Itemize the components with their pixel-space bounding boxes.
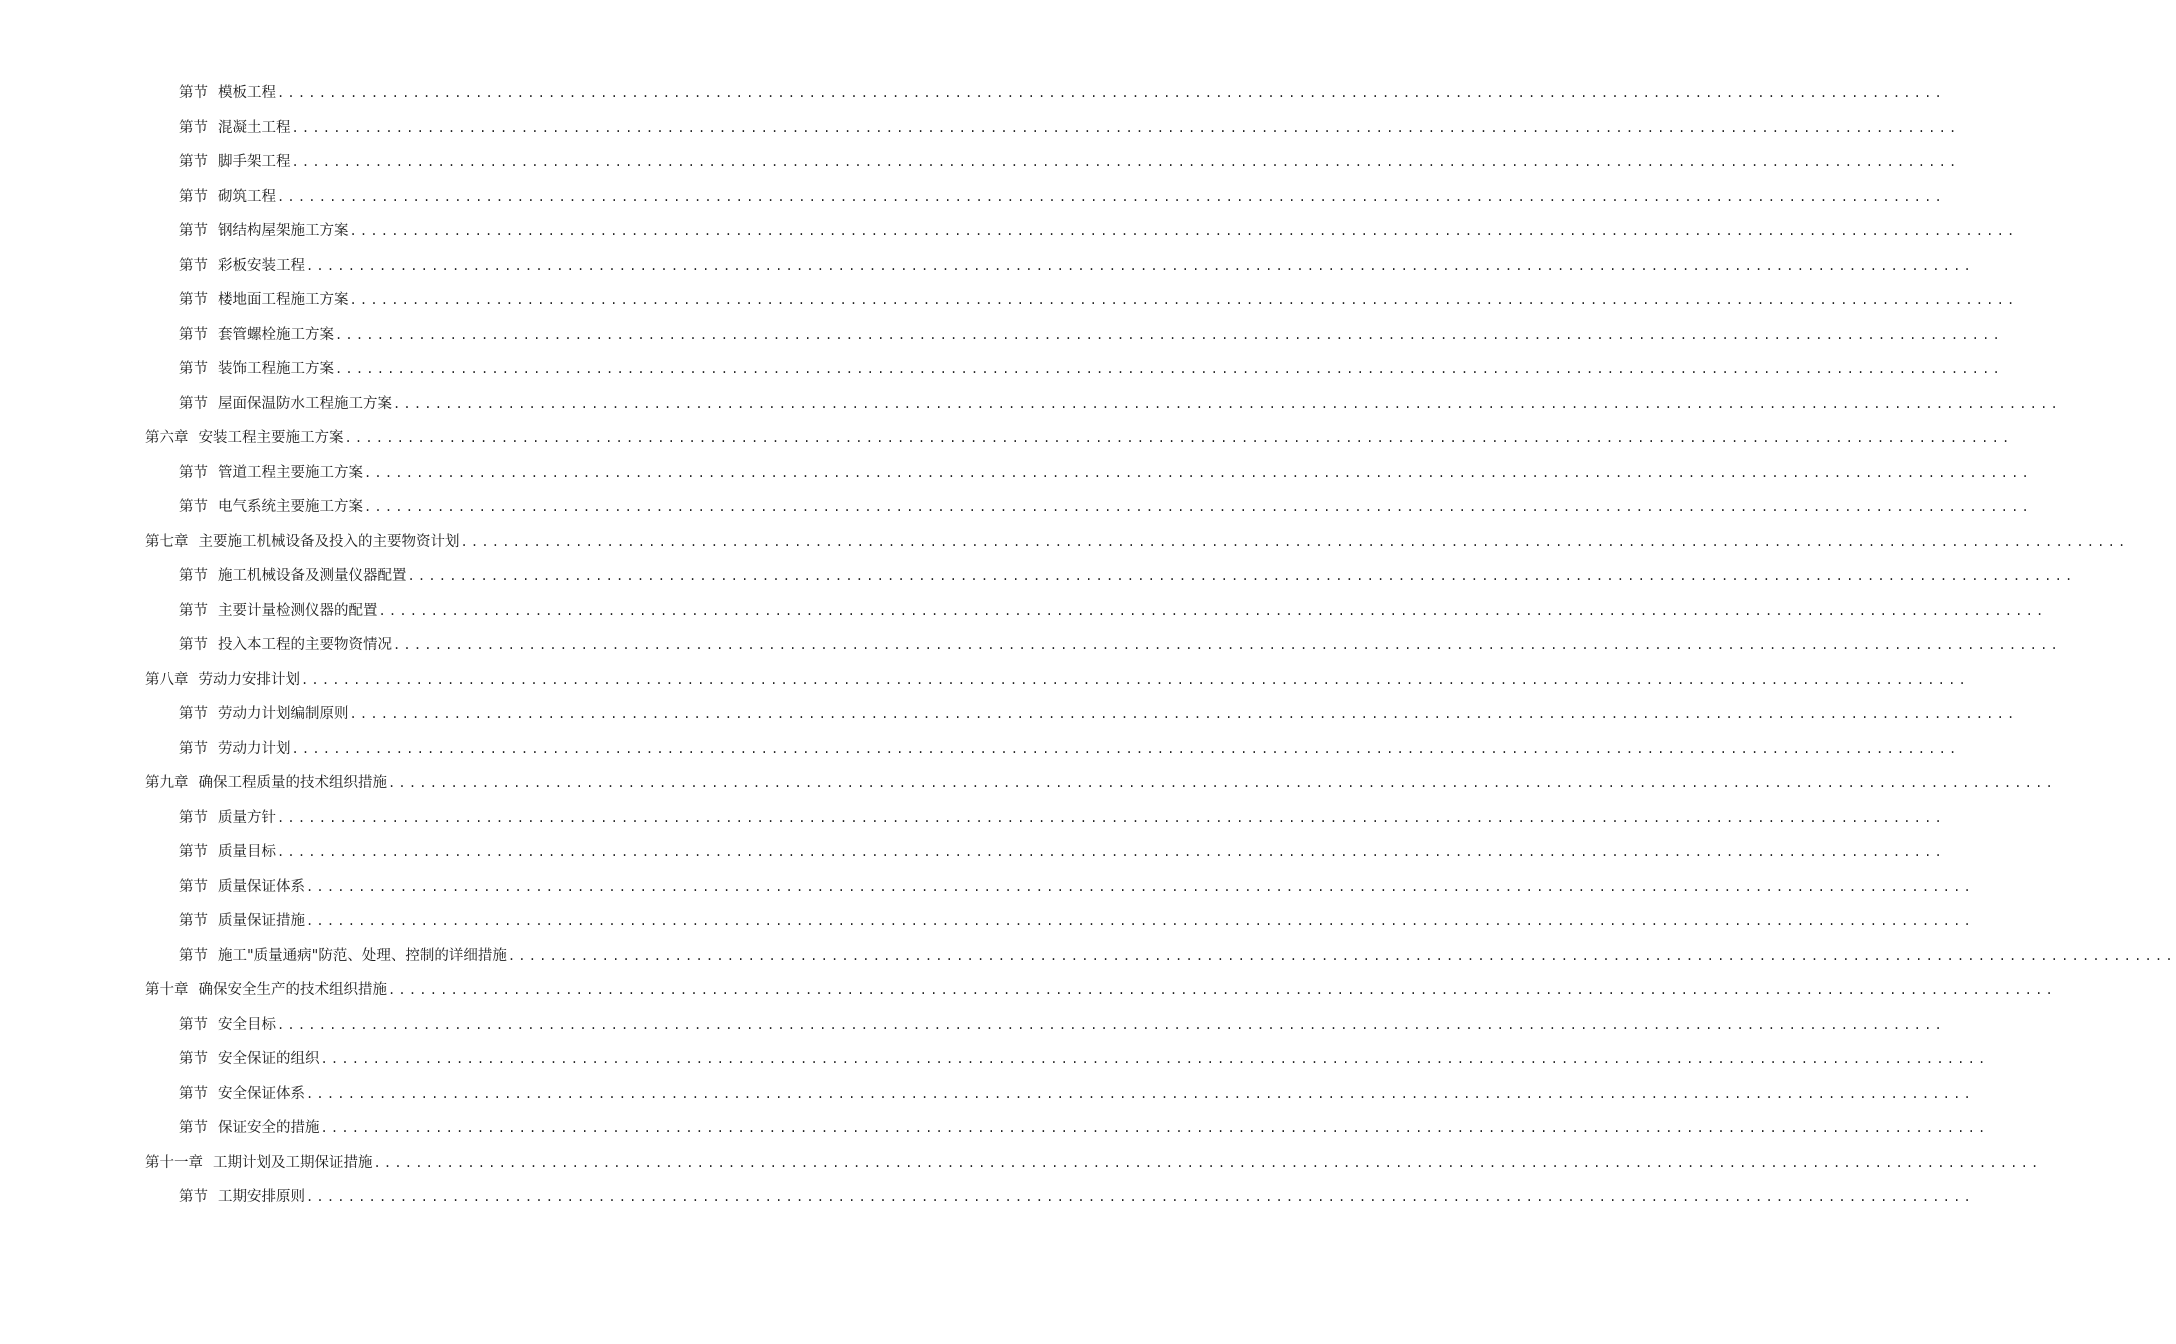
- entry-title: 劳动力安排计划: [198, 671, 300, 688]
- dot-leader: ................................................................................................................................................................: [507, 948, 2176, 963]
- toc-section-entry[interactable]: [0, 628, 2061, 663]
- dot-leader: ................................................................................................................................................................: [291, 155, 1960, 169]
- entry-title: 工期安排原则: [218, 1189, 305, 1205]
- dot-leader: ................................................................................................................................................................: [277, 189, 1945, 204]
- entry-number: 第节: [179, 326, 208, 343]
- entry-number: 第节: [179, 947, 208, 964]
- entry-number: 第节: [179, 1189, 208, 1205]
- entry-number: 第九章: [145, 775, 189, 791]
- dot-leader: ................................................................................................................................................................: [277, 810, 1945, 825]
- dot-leader: ................................................................................................................................................................: [301, 672, 1969, 687]
- entry-number: 第节: [179, 223, 208, 239]
- entry-title: 砌筑工程: [218, 188, 276, 205]
- dot-leader: ................................................................................................................................................................: [320, 1052, 1989, 1066]
- entry-title: 电气系统主要施工方案: [218, 499, 363, 515]
- toc-section-entry[interactable]: [0, 180, 1945, 215]
- entry-number: 第节: [179, 154, 208, 170]
- dot-leader: ................................................................................................................................................................: [291, 120, 1960, 135]
- entry-number: 第节: [179, 188, 208, 205]
- toc-section-entry[interactable]: [0, 559, 2076, 594]
- dot-leader: ................................................................................................................................................................: [407, 569, 2076, 583]
- toc-section-entry[interactable]: [0, 456, 2032, 491]
- dot-leader: ................................................................................................................................................................: [388, 983, 2056, 997]
- entry-title: 屋面保温防水工程施工方案: [218, 395, 392, 412]
- entry-title: 套管螺栓施工方案: [218, 326, 334, 343]
- dot-leader: ................................................................................................................................................................: [291, 741, 1960, 756]
- entry-number: 第六章: [145, 430, 189, 446]
- toc-section-entry[interactable]: [0, 249, 1974, 284]
- entry-number: 第节: [179, 292, 208, 308]
- entry-number: 第节: [179, 499, 208, 515]
- dot-leader: ................................................................................................................................................................: [277, 845, 1945, 859]
- dot-leader: ................................................................................................................................................................: [335, 362, 2003, 376]
- entry-title: 安全保证体系: [218, 1085, 305, 1102]
- entry-number: 第十章: [145, 982, 189, 998]
- toc-section-entry[interactable]: [0, 1111, 1989, 1146]
- entry-number: 第节: [179, 637, 208, 653]
- entry-number: 第节: [179, 602, 208, 619]
- entry-title: 质量保证措施: [218, 913, 305, 929]
- entry-title: 确保安全生产的技术组织措施: [198, 982, 387, 998]
- dot-leader: ................................................................................................................................................................: [320, 1121, 1989, 1135]
- entry-title: 劳动力计划编制原则: [218, 706, 349, 722]
- dot-leader: ................................................................................................................................................................: [373, 1155, 2042, 1170]
- dot-leader: ................................................................................................................................................................: [277, 86, 1945, 100]
- dot-leader: ................................................................................................................................................................: [306, 258, 1974, 273]
- entry-title: 钢结构屋架施工方案: [218, 223, 349, 239]
- toc-section-entry[interactable]: [0, 352, 2003, 387]
- toc-section-entry[interactable]: [0, 1077, 1974, 1112]
- dot-leader: ................................................................................................................................................................: [460, 534, 2129, 549]
- entry-number: 第节: [179, 568, 208, 584]
- entry-number: 第节: [179, 1051, 208, 1067]
- entry-title: 质量目标: [218, 844, 276, 860]
- table-of-contents: [0, 76, 2176, 1215]
- toc-section-entry[interactable]: [0, 801, 1945, 836]
- dot-leader: ................................................................................................................................................................: [349, 707, 2018, 721]
- entry-number: 第节: [179, 844, 208, 860]
- entry-number: 第节: [179, 85, 208, 101]
- dot-leader: ................................................................................................................................................................: [335, 327, 2003, 342]
- toc-section-entry[interactable]: [0, 111, 1960, 146]
- dot-leader: ................................................................................................................................................................: [364, 465, 2032, 480]
- toc-section-entry[interactable]: [0, 1042, 1989, 1077]
- entry-title: 保证安全的措施: [218, 1120, 320, 1136]
- toc-section-entry[interactable]: [0, 76, 1945, 111]
- entry-title: 确保工程质量的技术组织措施: [198, 775, 387, 791]
- entry-title: 混凝土工程: [218, 119, 291, 136]
- dot-leader: ................................................................................................................................................................: [393, 638, 2061, 652]
- entry-title: 装饰工程施工方案: [218, 361, 334, 377]
- toc-chapter-entry[interactable]: [0, 973, 2056, 1008]
- entry-title: 模板工程: [218, 85, 276, 101]
- dot-leader: ................................................................................................................................................................: [378, 603, 2047, 618]
- entry-title: 主要计量检测仪器的配置: [218, 602, 378, 619]
- dot-leader: ................................................................................................................................................................: [393, 396, 2061, 411]
- dot-leader: ................................................................................................................................................................: [306, 879, 1974, 894]
- toc-section-entry[interactable]: [0, 214, 2018, 249]
- entry-title: 主要施工机械设备及投入的主要物资计划: [198, 533, 460, 550]
- entry-number: 第八章: [145, 671, 189, 688]
- entry-number: 第节: [179, 740, 208, 757]
- entry-number: 第节: [179, 119, 208, 136]
- entry-number: 第节: [179, 464, 208, 481]
- entry-title: 施工"质量通病"防范、处理、控制的详细措施: [218, 947, 507, 964]
- entry-title: 脚手架工程: [218, 154, 291, 170]
- toc-section-entry[interactable]: [0, 870, 1974, 905]
- toc-section-entry[interactable]: [0, 490, 2032, 525]
- entry-title: 彩板安装工程: [218, 257, 305, 274]
- entry-title: 质量保证体系: [218, 878, 305, 895]
- entry-title: 安全保证的组织: [218, 1051, 320, 1067]
- entry-title: 质量方针: [218, 809, 276, 826]
- toc-section-entry[interactable]: [0, 732, 1960, 767]
- entry-number: 第节: [179, 878, 208, 895]
- dot-leader: ................................................................................................................................................................: [306, 914, 1974, 928]
- toc-chapter-entry[interactable]: [0, 421, 2013, 456]
- entry-title: 安全目标: [218, 1016, 276, 1033]
- dot-leader: ................................................................................................................................................................: [349, 293, 2018, 307]
- toc-section-entry[interactable]: [0, 594, 2047, 629]
- toc-section-entry[interactable]: [0, 697, 2018, 732]
- entry-number: 第节: [179, 257, 208, 274]
- entry-number: 第节: [179, 1085, 208, 1102]
- dot-leader: ................................................................................................................................................................: [306, 1190, 1974, 1204]
- toc-section-entry[interactable]: [0, 145, 1960, 180]
- dot-leader: ................................................................................................................................................................: [344, 431, 2013, 445]
- entry-number: 第节: [179, 706, 208, 722]
- entry-title: 工期计划及工期保证措施: [213, 1154, 373, 1171]
- entry-number: 第节: [179, 1016, 208, 1033]
- toc-section-entry[interactable]: [0, 1180, 1974, 1215]
- entry-number: 第节: [179, 1120, 208, 1136]
- entry-title: 管道工程主要施工方案: [218, 464, 363, 481]
- entry-title: 楼地面工程施工方案: [218, 292, 349, 308]
- toc-section-entry[interactable]: [0, 904, 1974, 939]
- toc-section-entry[interactable]: [0, 939, 2176, 974]
- dot-leader: ................................................................................................................................................................: [306, 1086, 1974, 1101]
- entry-number: 第七章: [145, 533, 189, 550]
- toc-section-entry[interactable]: [0, 1008, 1945, 1043]
- toc-section-entry[interactable]: [0, 387, 2061, 422]
- toc-section-entry[interactable]: [0, 283, 2018, 318]
- dot-leader: ................................................................................................................................................................: [277, 1017, 1945, 1032]
- entry-number: 第节: [179, 361, 208, 377]
- entry-number: 第十一章: [145, 1154, 203, 1171]
- dot-leader: ................................................................................................................................................................: [364, 500, 2032, 514]
- entry-number: 第节: [179, 913, 208, 929]
- entry-title: 劳动力计划: [218, 740, 291, 757]
- dot-leader: ................................................................................................................................................................: [349, 224, 2018, 238]
- dot-leader: ................................................................................................................................................................: [388, 776, 2056, 790]
- toc-chapter-entry[interactable]: [0, 525, 2129, 560]
- toc-chapter-entry[interactable]: [0, 663, 1969, 698]
- toc-chapter-entry[interactable]: [0, 766, 2056, 801]
- toc-chapter-entry[interactable]: [0, 1146, 2042, 1181]
- entry-title: 安装工程主要施工方案: [198, 430, 344, 446]
- entry-number: 第节: [179, 809, 208, 826]
- toc-section-entry[interactable]: [0, 318, 2003, 353]
- entry-title: 投入本工程的主要物资情况: [218, 637, 392, 653]
- entry-title: 施工机械设备及测量仪器配置: [218, 568, 407, 584]
- toc-section-entry[interactable]: [0, 835, 1945, 870]
- entry-number: 第节: [179, 395, 208, 412]
